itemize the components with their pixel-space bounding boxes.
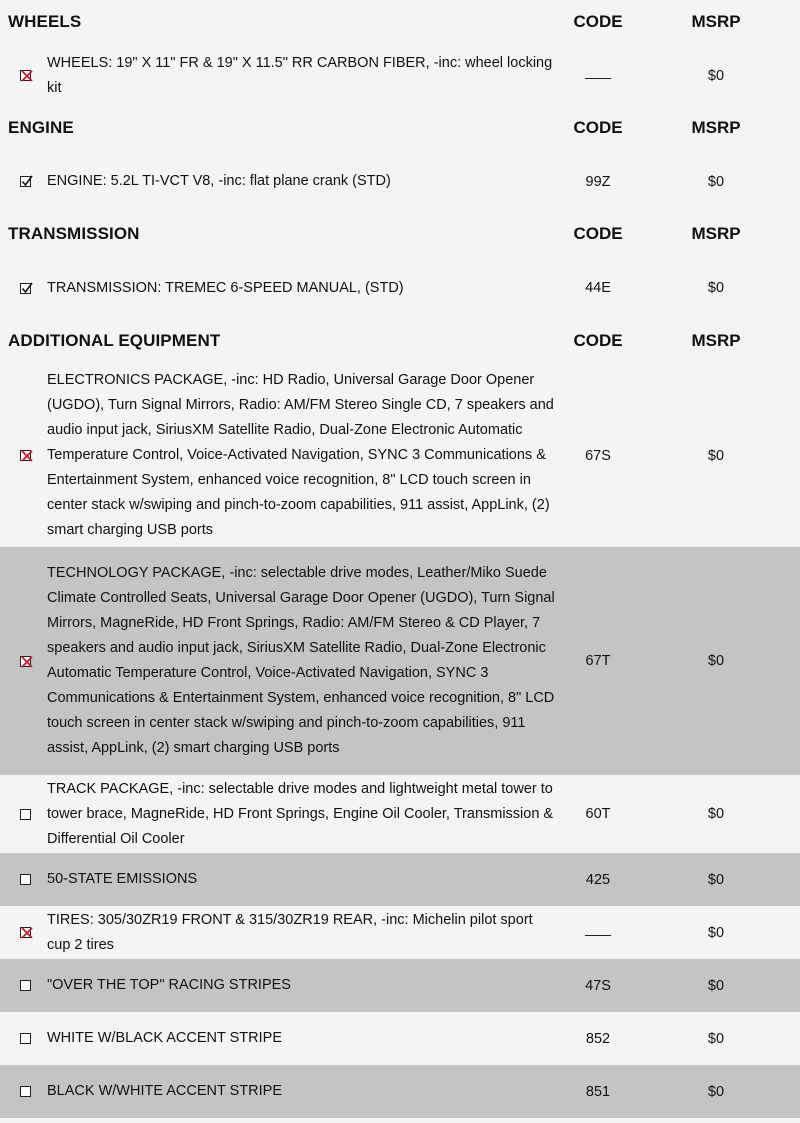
code-column-header: CODE (573, 12, 623, 31)
msrp-column-header: MSRP (691, 118, 741, 137)
blank-code-line (585, 935, 611, 936)
section-title: WHEELS (8, 12, 82, 31)
option-code: 60T (585, 806, 611, 822)
option-code: 47S (585, 977, 611, 994)
section-header-wheels (0, 0, 800, 45)
option-msrp: $0 (707, 871, 725, 888)
option-row (0, 1012, 800, 1065)
option-row (0, 547, 800, 775)
option-checkbox[interactable] (20, 980, 31, 991)
checkbox-cell (0, 70, 47, 81)
checkbox-cell (0, 874, 47, 885)
option-description: 50-STATE EMISSIONS (47, 871, 198, 887)
option-description: TRACK PACKAGE, -inc: selectable drive modes and lightweight metal tower to tower brace, MagneRide, HD Front Springs, Engine Oil Cooler, Transmission & Differential Oil Cooler (47, 780, 554, 847)
option-msrp: $0 (707, 1030, 725, 1047)
msrp-column-header: MSRP (691, 12, 741, 31)
option-description: TECHNOLOGY PACKAGE, -inc: selectable drive modes, Leather/Miko Suede Climate Controlled Seats, Universal Garage Door Opener (UGDO), Turn Signal Mirrors, MagneRide, HD Front Springs, Radio: AM/FM Stereo & CD Player, 7 speakers and audio input jack, SiriusXM Satellite Radio, Dual-Zone Electronic Automatic Temperature Control, Voice-Activated Navigation, SYNC 3 Communications & Entertainment System, enhanced voice recognition, 8" LCD touch screen in center stack w/swiping and pinch-to-zoom capabilities, 911 assist, AppLink, (2) smart charging USB ports (47, 565, 555, 756)
option-code (548, 68, 648, 84)
option-row (0, 257, 800, 319)
code-column-header: CODE (573, 118, 623, 137)
option-row (0, 775, 800, 853)
section-title: ADDITIONAL EQUIPMENT (8, 331, 221, 350)
option-code (548, 925, 648, 941)
option-row (0, 906, 800, 959)
option-code: 44E (585, 280, 611, 296)
code-column-header: CODE (573, 331, 623, 350)
option-msrp: $0 (707, 280, 725, 296)
option-row (0, 959, 800, 1012)
blank-code-line (585, 78, 611, 79)
option-description: TRANSMISSION: TREMEC 6-SPEED MANUAL, (STD) (47, 279, 404, 296)
option-code: 851 (585, 1083, 611, 1100)
checkbox-cell (0, 283, 47, 294)
option-checkbox[interactable] (20, 450, 31, 461)
code-column-header: CODE (573, 224, 623, 243)
option-checkbox[interactable] (20, 874, 31, 885)
option-description: WHEELS: 19" X 11" FR & 19" X 11.5" RR CARBON FIBER, -inc: wheel locking kit (47, 54, 553, 96)
section-title: ENGINE (8, 118, 74, 137)
option-description: ELECTRONICS PACKAGE, -inc: HD Radio, Universal Garage Door Opener (UGDO), Turn Signal Mirrors, Radio: AM/FM Stereo Single CD, 7 speakers and audio input jack, SiriusXM Satellite Radio, Dual-Zone Electronic Automatic Temperature Control, Voice-Activated Navigation, SYNC 3 Communications & Entertainment System, enhanced voice recognition, 8" LCD touch screen in center stack w/swiping and pinch-to-zoom capabilities, 911 assist, AppLink, (2) smart charging USB ports (47, 372, 554, 538)
option-msrp: $0 (707, 806, 725, 822)
x-mark-icon (20, 925, 34, 939)
option-msrp: $0 (707, 173, 725, 190)
option-row (0, 151, 800, 212)
checkbox-cell (0, 980, 47, 991)
option-msrp: $0 (707, 977, 725, 994)
option-checkbox[interactable] (20, 1086, 31, 1097)
x-mark-icon (20, 654, 34, 668)
section-title: TRANSMISSION (8, 224, 140, 243)
option-code: 67S (585, 447, 611, 464)
msrp-column-header: MSRP (691, 224, 741, 243)
option-checkbox[interactable] (20, 1033, 31, 1044)
option-checkbox[interactable] (20, 283, 31, 294)
option-msrp: $0 (707, 653, 725, 669)
option-description: BLACK W/WHITE ACCENT STRIPE (47, 1083, 282, 1099)
checkmark-icon (20, 174, 34, 188)
checkmark-icon (20, 281, 34, 295)
option-row (0, 364, 800, 547)
checkbox-cell (0, 656, 47, 667)
option-checkbox[interactable] (20, 70, 31, 81)
option-row (0, 45, 800, 106)
option-checkbox[interactable] (20, 809, 31, 820)
option-code: 425 (585, 871, 611, 888)
option-code: 67T (585, 653, 611, 669)
checkbox-cell (0, 809, 47, 820)
option-description: "OVER THE TOP" RACING STRIPES (47, 977, 291, 993)
checkbox-cell (0, 176, 47, 187)
option-msrp: $0 (707, 924, 725, 941)
checkbox-cell (0, 1086, 47, 1097)
checkbox-cell (0, 450, 47, 461)
section-header-engine (0, 106, 800, 151)
checkbox-cell (0, 927, 47, 938)
option-code: 852 (585, 1030, 611, 1047)
option-checkbox[interactable] (20, 927, 31, 938)
option-row (0, 853, 800, 906)
section-header-transmission (0, 212, 800, 257)
option-description: ENGINE: 5.2L TI-VCT V8, -inc: flat plane crank (STD) (47, 173, 391, 189)
option-checkbox[interactable] (20, 656, 31, 667)
x-mark-icon (20, 448, 34, 462)
option-msrp: $0 (707, 67, 725, 84)
option-description: WHITE W/BLACK ACCENT STRIPE (47, 1030, 282, 1046)
option-checkbox[interactable] (20, 176, 31, 187)
msrp-column-header: MSRP (691, 331, 741, 350)
section-header-additional-equipment (0, 319, 800, 364)
option-msrp: $0 (707, 447, 725, 464)
option-code: 99Z (585, 173, 611, 190)
checkbox-cell (0, 1033, 47, 1044)
option-msrp: $0 (707, 1083, 725, 1100)
x-mark-icon (20, 68, 34, 82)
option-description: TIRES: 305/30ZR19 FRONT & 315/30ZR19 REAR, -inc: Michelin pilot sport cup 2 tires (47, 911, 533, 953)
option-row (0, 1065, 800, 1118)
